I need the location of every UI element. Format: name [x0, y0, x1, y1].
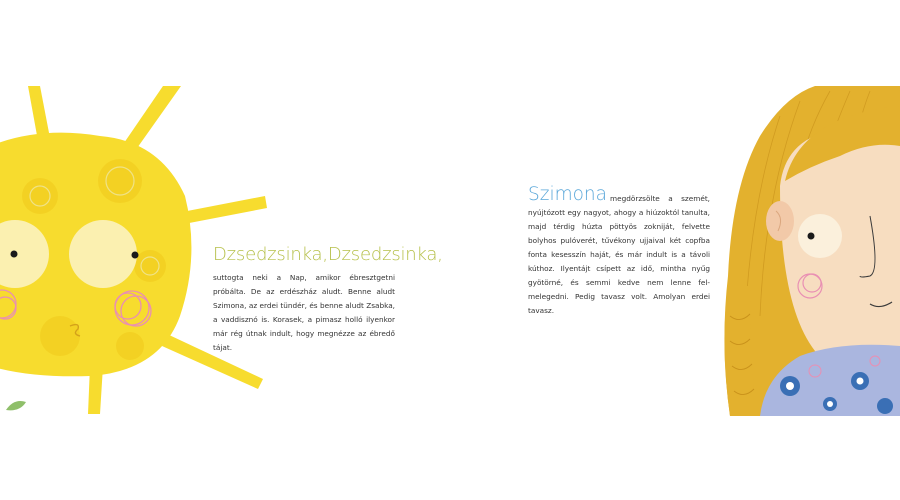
body-text-right: megdörzsölte a szemét, nyújtózott egy nagyot, ahogy a hiúzoktól tanulta, majd térdig húzta pöttyös zokniját, felvette bolyhos pulóverét, tűvékony ujjaival két copfba fonta kesesszín haját, és már indult is a távoli kúthoz. Ilyentájt csípett az idő, mintha nyűg gyötörné, és semmi kedve nem lenne felmelegedni. Pedig tavasz volt. Amolyan erdei tavasz. — [528, 194, 710, 315]
page-heading: Dzsedzsinka,Dzsedzsinka, — [213, 244, 443, 265]
character-name: Szimona — [528, 184, 607, 205]
right-page — [450, 0, 900, 500]
body-text-left: suttogta neki a Nap, amikor ébresztgetni próbálta. De az erdészház aludt. Benne aludt Szimona, az erdei tündér, és benne aludt Zsabka, a vaddisznó is. Korasek, a pimasz holló ilyenkor már rég útnak indult, hogy megnézze az ébredő tájat. — [213, 273, 395, 352]
text-block-right — [528, 186, 710, 318]
girl-illustration — [720, 86, 900, 416]
